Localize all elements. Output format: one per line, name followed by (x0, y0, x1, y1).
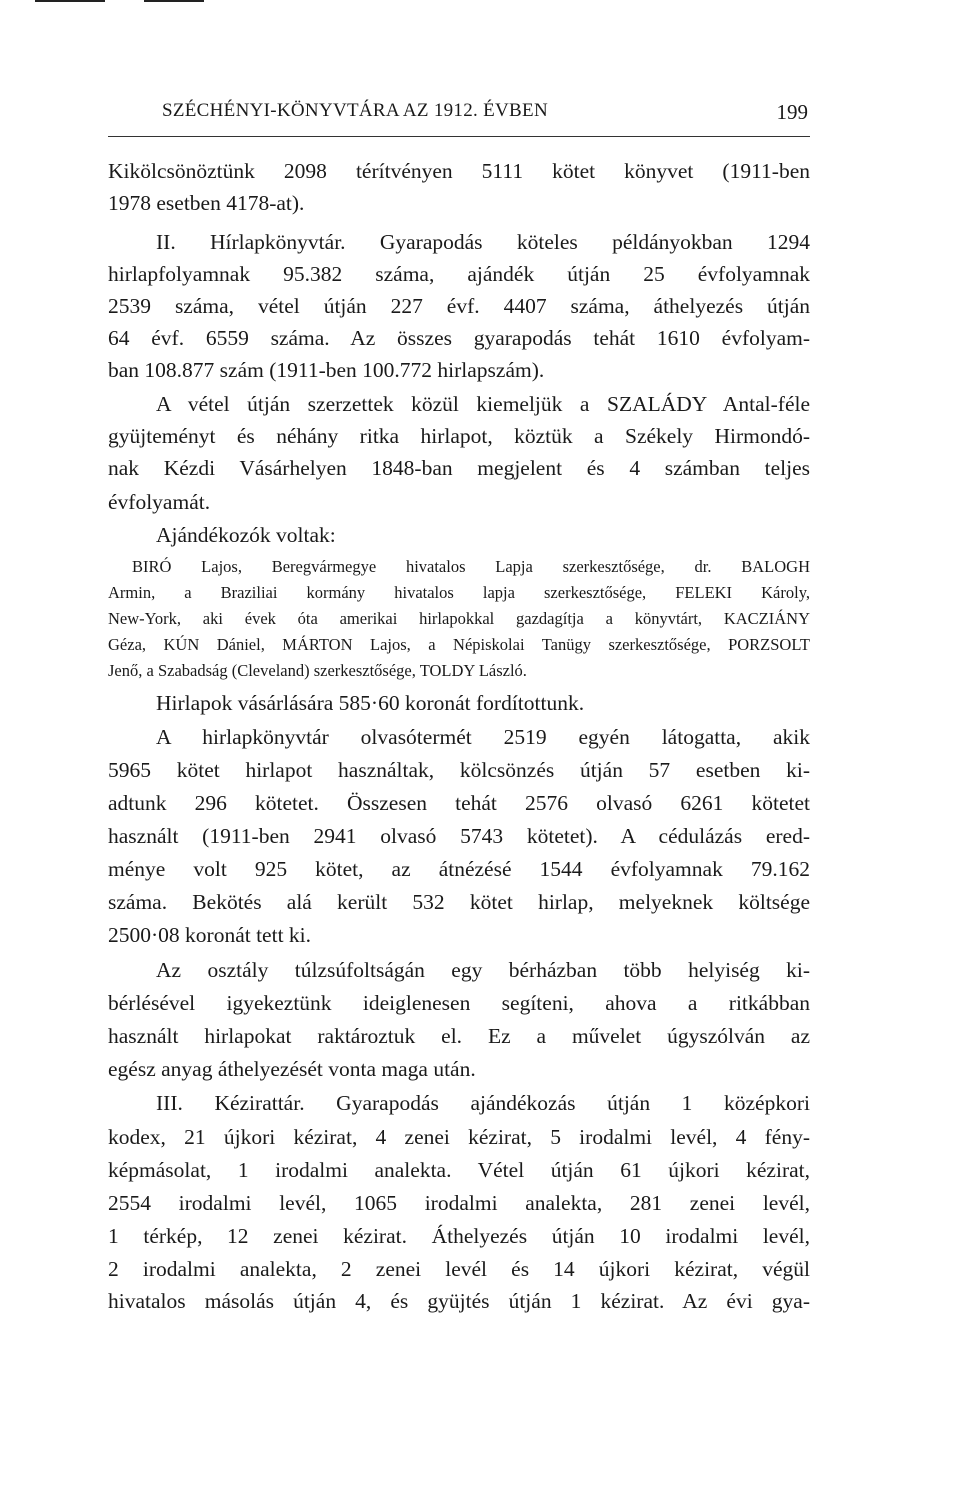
text-line: 1978 esetben 4178-at). (108, 191, 305, 215)
text-line: gyüjteményt és néhány ritka hirlapot, köztük a Székely Hirmondó- (108, 424, 810, 448)
text-line: 2500·08 koronát tett ki. (108, 923, 312, 947)
text-line: bérlésével igyekeztünk ideiglenesen segíteni, ahova a ritkábban (108, 991, 810, 1015)
text-line: Az osztály túlzsúfoltságán egy bérházban több helyiség ki- (156, 958, 810, 982)
page-number: 199 (776, 100, 808, 124)
donor-line: Jenő, a Szabadság (Cleveland) szerkesztősége, TOLDY László. (108, 661, 527, 680)
text-line: hirlapfolyamnak 95.382 száma, ajándék útján 25 évfolyamnak (108, 262, 810, 286)
text-line: III. Kézirattár. Gyarapodás ajándékozás útján 1 középkori (156, 1091, 810, 1115)
text-line: használt (1911-ben 2941 olvasó 5743 kötetet). A cédulázás ered- (108, 824, 810, 848)
text-line: kodex, 21 újkori kézirat, 4 zenei kézirat, 5 irodalmi levél, 4 fény- (108, 1125, 810, 1149)
text-line: 2554 irodalmi levél, 1065 irodalmi analekta, 281 zenei levél, (108, 1191, 810, 1215)
text-line: 2539 száma, vétel útján 227 évf. 4407 száma, áthelyezés útján (108, 294, 810, 318)
donor-line: BIRÓ Lajos, Beregvármegye hivatalos Lapja szerkesztősége, dr. BALOGH (132, 557, 810, 576)
top-rule-right (144, 0, 204, 2)
text-line: A hirlapkönyvtár olvasótermét 2519 egyén látogatta, akik (156, 725, 810, 749)
text-line: Hirlapok vásárlására 585·60 koronát fordítottunk. (156, 691, 585, 715)
text-line: Ajándékozók voltak: (156, 523, 336, 547)
text-line: használt hirlapokat raktároztuk el. Ez a művelet úgyszólván az (108, 1024, 810, 1048)
text-line: évfolyamát. (108, 490, 211, 514)
text-line: adtunk 296 kötetet. Összesen tehát 2576 olvasó 6261 kötetet (108, 791, 810, 815)
text-line: száma. Bekötés alá került 532 kötet hirlap, melyeknek költsége (108, 890, 810, 914)
text-line: Kikölcsönöztünk 2098 térítvényen 5111 kötet könyvet (1911-ben (108, 159, 810, 183)
donor-line: Géza, KÚN Dániel, MÁRTON Lajos, a Népiskolai Tanügy szerkesztősége, PORZSOLT (108, 635, 810, 654)
running-head: SZÉCHÉNYI-KÖNYVTÁRA AZ 1912. ÉVBEN (162, 100, 548, 121)
page-header (108, 88, 810, 137)
text-line: nak Kézdi Vásárhelyen 1848-ban megjelent és 4 számban teljes (108, 456, 810, 480)
text-line: 2 irodalmi analekta, 2 zenei levél és 14 újkori kézirat, végül (108, 1257, 810, 1281)
text-line: 1 térkép, 12 zenei kézirat. Áthelyezés útján 10 irodalmi levél, (108, 1224, 810, 1248)
text-line: A vétel útján szerzettek közül kiemeljük a SZALÁDY Antal-féle (156, 392, 810, 416)
top-rule-left (35, 0, 105, 2)
text-line: II. Hírlapkönyvtár. Gyarapodás köteles példányokban 1294 (156, 230, 810, 254)
text-line: 64 évf. 6559 száma. Az összes gyarapodás tehát 1610 évfolyam- (108, 326, 810, 350)
text-line: hivatalos másolás útján 4, és gyüjtés útján 1 kézirat. Az évi gya- (108, 1289, 810, 1313)
donor-line: New-York, aki évek óta amerikai hirlapokkal gazdagítja a könyvtárt, KACZIÁNY (108, 609, 810, 628)
text-line: ménye volt 925 kötet, az átnézésé 1544 évfolyamnak 79.162 (108, 857, 810, 881)
text-line: képmásolat, 1 irodalmi analekta. Vétel útján 61 újkori kézirat, (108, 1158, 810, 1182)
text-line: 5965 kötet hirlapot használtak, kölcsönzés útján 57 esetben ki- (108, 758, 810, 782)
text-line: egész anyag áthelyezését vonta maga után. (108, 1057, 476, 1081)
text-line: ban 108.877 szám (1911-ben 100.772 hirlapszám). (108, 358, 545, 382)
donor-line: Armin, a Braziliai kormány hivatalos lapja szerkesztősége, FELEKI Károly, (108, 583, 810, 602)
